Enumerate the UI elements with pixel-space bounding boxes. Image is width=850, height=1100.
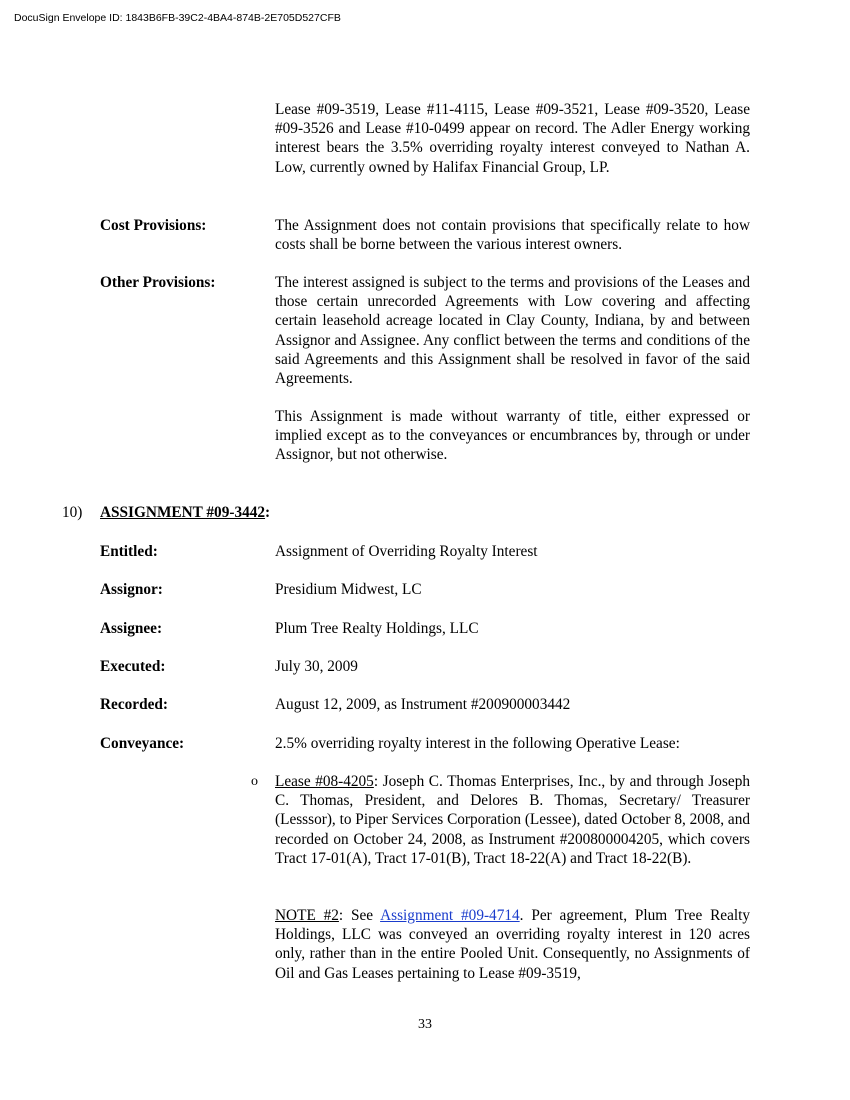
warranty-text: This Assignment is made without warranty of title, either expressed or implied except as to the conveyances or encumbrances by, through or under Assignor, but not otherwise. [275, 408, 750, 464]
section-title-text: ASSIGNMENT #09-3442 [100, 504, 266, 521]
section-title [100, 503, 270, 522]
recorded-label: Recorded: [100, 696, 168, 713]
entitled-value: Assignment of Overriding Royalty Interest [275, 543, 538, 560]
conveyance-value: 2.5% overriding royalty interest in the following Operative Lease: [275, 735, 680, 752]
note-label: NOTE #2 [275, 907, 339, 924]
executed-value: July 30, 2009 [275, 658, 358, 675]
continuation-paragraph: Lease #09-3519, Lease #11-4115, Lease #09-3521, Lease #09-3520, Lease #09-3526 and Lease #10-0499 appear on record. The Adler Energy working interest bears the 3.5% overriding royalty interest conveyed to Nathan A. Low, currently owned by Halifax Financial Group, LP. [275, 101, 750, 176]
note-paragraph [275, 906, 750, 983]
recorded-value: August 12, 2009, as Instrument #200900003442 [275, 696, 571, 713]
cost-provisions-label: Cost Provisions: [100, 217, 207, 234]
lease-item-text: : Joseph C. Thomas Enterprises, Inc., by and through Joseph C. Thomas, President, and Delores B. Thomas, Secretary/ Treasurer (Lesssor), to Piper Services Corporation (Lessee), dated October 8, 2008, and recorded on October 24, 2008, as Instrument #200800004205, which covers Tract 17-01(A), Tract 17-01(B), Tract 18-22(A) and Tract 18-22(B). [275, 773, 750, 867]
note-text: . Per agreement, Plum Tree Realty Holdings, LLC was conveyed an overriding royalty interest in 120 acres only, rather than in the entire Pooled Unit. Consequently, no Assignments of Oil and Gas Leases pertaining to Lease #09-3519, [275, 907, 751, 982]
lease-reference: Lease #08-4205 [275, 773, 374, 790]
bullet-marker: o [251, 774, 258, 789]
other-provisions-label: Other Provisions: [100, 274, 216, 291]
assignor-label: Assignor: [100, 581, 163, 598]
executed-label: Executed: [100, 658, 166, 675]
section-title-colon: : [265, 504, 271, 521]
section-number: 10) [62, 504, 83, 521]
assignee-label: Assignee: [100, 620, 163, 637]
docusign-envelope-id: DocuSign Envelope ID: 1843B6FB-39C2-4BA4-874B-2E705D527CFB [14, 12, 341, 24]
assignment-link[interactable]: Assignment #09-4714 [380, 907, 520, 924]
entitled-label: Entitled: [100, 543, 158, 560]
conveyance-label: Conveyance: [100, 735, 185, 752]
assignee-value: Plum Tree Realty Holdings, LLC [275, 620, 479, 637]
other-provisions-text: The interest assigned is subject to the terms and provisions of the Leases and those certain unrecorded Agreements with Low covering and affecting certain leasehold acreage located in Clay County, Indiana, by and between Assignor and Assignee. Any conflict between the terms and conditions of the said Agreements and this Assignment shall be resolved in favor of the said Agreements. [275, 274, 750, 388]
page-number: 33 [418, 1017, 432, 1032]
lease-item-paragraph [275, 772, 750, 868]
note-see-text: : See [338, 907, 381, 924]
assignor-value: Presidium Midwest, LC [275, 581, 422, 598]
cost-provisions-text: The Assignment does not contain provisions that specifically relate to how costs shall be borne between the various interest owners. [275, 217, 750, 254]
